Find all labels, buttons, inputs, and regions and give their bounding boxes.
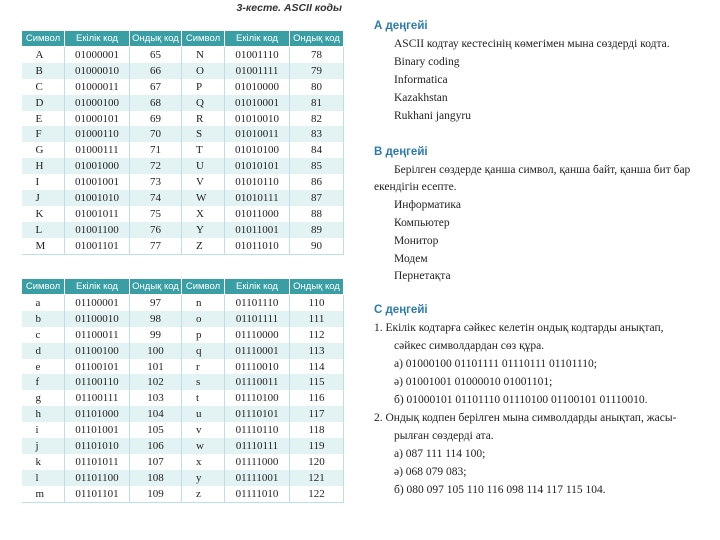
level-c-heading: С деңгейі bbox=[374, 304, 428, 316]
table-cell: 67 bbox=[130, 79, 182, 95]
column-header: Екілік код bbox=[65, 279, 130, 295]
table-cell: A bbox=[22, 47, 65, 63]
table-cell: 122 bbox=[290, 486, 344, 502]
table-cell: L bbox=[22, 222, 65, 238]
level-c-task-2-cont: рылған сөздерді ата. bbox=[394, 430, 494, 442]
level-b-word: Пернетақта bbox=[394, 270, 451, 282]
column-header: Екілік код bbox=[65, 31, 130, 47]
table-cell: 76 bbox=[130, 222, 182, 238]
table-row bbox=[22, 406, 344, 422]
table-cell: R bbox=[182, 111, 225, 127]
table-cell: 01001010 bbox=[65, 190, 130, 206]
table-cell: 01010011 bbox=[225, 126, 290, 142]
table-cell: 01111001 bbox=[225, 470, 290, 486]
table-cell: 103 bbox=[130, 390, 182, 406]
level-b-word: Монитор bbox=[394, 235, 439, 247]
table-cell: 106 bbox=[130, 438, 182, 454]
table-cell: M bbox=[22, 238, 65, 254]
table-cell: U bbox=[182, 158, 225, 174]
level-c-task-1-item: б) 01000101 01101110 01110100 01100101 01110010. bbox=[394, 394, 648, 406]
level-a-heading: А деңгейі bbox=[374, 20, 428, 32]
table-cell: 01010100 bbox=[225, 142, 290, 158]
level-c-task-2: 2. Ондық кодпен берілген мына символдарды анықтап, жасы- bbox=[374, 412, 677, 424]
table-row bbox=[22, 390, 344, 406]
table-cell: f bbox=[22, 374, 65, 390]
table-cell: 88 bbox=[290, 206, 344, 222]
table-row bbox=[22, 327, 344, 343]
table-row bbox=[22, 422, 344, 438]
table-cell: B bbox=[22, 63, 65, 79]
table-cell: J bbox=[22, 190, 65, 206]
table-cell: G bbox=[22, 142, 65, 158]
table-cell: 01001110 bbox=[225, 47, 290, 63]
table-cell: 80 bbox=[290, 79, 344, 95]
table-row bbox=[22, 111, 344, 127]
level-c-task-1-cont: сәйкес символдардан сөз құра. bbox=[394, 340, 545, 352]
table-cell: i bbox=[22, 422, 65, 438]
table-cell: 01000011 bbox=[65, 79, 130, 95]
table-cell: 01000100 bbox=[65, 95, 130, 111]
table-cell: 01101111 bbox=[225, 311, 290, 327]
table-cell: k bbox=[22, 454, 65, 470]
table-cell: 01110100 bbox=[225, 390, 290, 406]
table-cell: 82 bbox=[290, 111, 344, 127]
ascii-lowercase-table bbox=[21, 278, 344, 503]
table-cell: H bbox=[22, 158, 65, 174]
table-cell: 119 bbox=[290, 438, 344, 454]
level-a-word: Rukhani jangyru bbox=[394, 110, 471, 122]
table-cell: 116 bbox=[290, 390, 344, 406]
table-cell: 01000101 bbox=[65, 111, 130, 127]
table-row bbox=[22, 126, 344, 142]
table-cell: O bbox=[182, 63, 225, 79]
level-b-task-cont: екендігін есепте. bbox=[374, 181, 457, 193]
table-cell: 01010111 bbox=[225, 190, 290, 206]
table-cell: 121 bbox=[290, 470, 344, 486]
table-cell: 01110000 bbox=[225, 327, 290, 343]
table-cell: 70 bbox=[130, 126, 182, 142]
table-cell: 100 bbox=[130, 343, 182, 359]
level-a-word: Binary coding bbox=[394, 56, 460, 68]
table-cell: 107 bbox=[130, 454, 182, 470]
table-row bbox=[22, 79, 344, 95]
level-c-task-2-item: б) 080 097 105 110 116 098 114 117 115 104. bbox=[394, 484, 606, 496]
table-cell: 120 bbox=[290, 454, 344, 470]
table-row bbox=[22, 295, 344, 311]
table-cell: 74 bbox=[130, 190, 182, 206]
table-cell: D bbox=[22, 95, 65, 111]
table-cell: o bbox=[182, 311, 225, 327]
table-cell: 99 bbox=[130, 327, 182, 343]
table-cell: 78 bbox=[290, 47, 344, 63]
table-cell: 104 bbox=[130, 406, 182, 422]
table-row bbox=[22, 63, 344, 79]
table-cell: 86 bbox=[290, 174, 344, 190]
level-c-task-1-item: а) 01000100 01101111 01110111 01101110; bbox=[394, 358, 597, 370]
table-cell: Q bbox=[182, 95, 225, 111]
table-cell: 01110110 bbox=[225, 422, 290, 438]
table-cell: 01000010 bbox=[65, 63, 130, 79]
table-cell: 01101000 bbox=[65, 406, 130, 422]
table-cell: 01011010 bbox=[225, 238, 290, 254]
table-row bbox=[22, 95, 344, 111]
table-cell: p bbox=[182, 327, 225, 343]
table-cell: 108 bbox=[130, 470, 182, 486]
column-header: Ондық код bbox=[290, 279, 344, 295]
table-cell: q bbox=[182, 343, 225, 359]
column-header: Екілік код bbox=[225, 279, 290, 295]
table-cell: 01010110 bbox=[225, 174, 290, 190]
table-cell: w bbox=[182, 438, 225, 454]
table-cell: N bbox=[182, 47, 225, 63]
table-cell: 01010010 bbox=[225, 111, 290, 127]
table-cell: v bbox=[182, 422, 225, 438]
table-cell: 01100101 bbox=[65, 359, 130, 375]
table-cell: l bbox=[22, 470, 65, 486]
table-cell: 01101010 bbox=[65, 438, 130, 454]
table-cell: 75 bbox=[130, 206, 182, 222]
table-cell: 01100111 bbox=[65, 390, 130, 406]
table-cell: r bbox=[182, 359, 225, 375]
table-cell: 01001100 bbox=[65, 222, 130, 238]
table-cell: 113 bbox=[290, 343, 344, 359]
ascii-uppercase-table bbox=[21, 30, 344, 255]
table-cell: 01101011 bbox=[65, 454, 130, 470]
table-cell: 01101001 bbox=[65, 422, 130, 438]
level-a-word: Informatica bbox=[394, 74, 448, 86]
table-cell: 102 bbox=[130, 374, 182, 390]
table-cell: 01101110 bbox=[225, 295, 290, 311]
level-c-task-2-item: а) 087 111 114 100; bbox=[394, 448, 486, 460]
table-cell: 97 bbox=[130, 295, 182, 311]
table-row bbox=[22, 311, 344, 327]
table-cell: m bbox=[22, 486, 65, 502]
table-cell: 83 bbox=[290, 126, 344, 142]
table-row bbox=[22, 359, 344, 375]
level-c-task-1: 1. Екілік кодтарға сәйкес келетін ондық кодтарды анықтап, bbox=[374, 322, 664, 334]
table-cell: 98 bbox=[130, 311, 182, 327]
table-row bbox=[22, 374, 344, 390]
column-header: Символ bbox=[182, 31, 225, 47]
table-cell: I bbox=[22, 174, 65, 190]
table-cell: W bbox=[182, 190, 225, 206]
column-header: Символ bbox=[182, 279, 225, 295]
table-cell: Y bbox=[182, 222, 225, 238]
column-header: Екілік код bbox=[225, 31, 290, 47]
level-b-heading: В деңгейі bbox=[374, 146, 428, 158]
table-cell: P bbox=[182, 79, 225, 95]
table-cell: 79 bbox=[290, 63, 344, 79]
table-cell: 01010001 bbox=[225, 95, 290, 111]
column-header: Символ bbox=[22, 279, 65, 295]
table-cell: a bbox=[22, 295, 65, 311]
table-cell: 01111000 bbox=[225, 454, 290, 470]
table-cell: E bbox=[22, 111, 65, 127]
table-cell: 115 bbox=[290, 374, 344, 390]
table-cell: 118 bbox=[290, 422, 344, 438]
table-cell: 84 bbox=[290, 142, 344, 158]
table-cell: j bbox=[22, 438, 65, 454]
table-cell: 105 bbox=[130, 422, 182, 438]
table-cell: y bbox=[182, 470, 225, 486]
level-a-task: ASCII кодтау кестесінің көмегімен мына сөздерді кодта. bbox=[394, 38, 670, 50]
table-cell: 81 bbox=[290, 95, 344, 111]
table-cell: 89 bbox=[290, 222, 344, 238]
table-row bbox=[22, 222, 344, 238]
uppercase-rows bbox=[22, 47, 344, 255]
level-b-word: Компьютер bbox=[394, 217, 450, 229]
table-cell: e bbox=[22, 359, 65, 375]
table-cell: 01001011 bbox=[65, 206, 130, 222]
table-cell: 01100110 bbox=[65, 374, 130, 390]
table-caption: 3-кесте. ASCII коды bbox=[236, 2, 342, 14]
column-header: Ондық код bbox=[290, 31, 344, 47]
table-cell: 90 bbox=[290, 238, 344, 254]
table-cell: 01111010 bbox=[225, 486, 290, 502]
table-cell: Z bbox=[182, 238, 225, 254]
table-cell: 01001111 bbox=[225, 63, 290, 79]
table-cell: K bbox=[22, 206, 65, 222]
level-a-word: Kazakhstan bbox=[394, 92, 448, 104]
table-cell: 01010000 bbox=[225, 79, 290, 95]
table-cell: 01011000 bbox=[225, 206, 290, 222]
table-cell: 01001101 bbox=[65, 238, 130, 254]
table-row bbox=[22, 174, 344, 190]
table-cell: 71 bbox=[130, 142, 182, 158]
table-cell: 01010101 bbox=[225, 158, 290, 174]
table-cell: C bbox=[22, 79, 65, 95]
table-cell: 110 bbox=[290, 295, 344, 311]
table-cell: 01100011 bbox=[65, 327, 130, 343]
table-cell: 01110101 bbox=[225, 406, 290, 422]
table-cell: 77 bbox=[130, 238, 182, 254]
table-cell: 01000110 bbox=[65, 126, 130, 142]
level-b-task: Берілген сөздерде қанша символ, қанша байт, қанша бит бар bbox=[394, 164, 691, 176]
level-b-word: Информатика bbox=[394, 199, 461, 211]
table-cell: 69 bbox=[130, 111, 182, 127]
table-cell: 01110011 bbox=[225, 374, 290, 390]
table-cell: 101 bbox=[130, 359, 182, 375]
table-row bbox=[22, 486, 344, 502]
column-header: Ондық код bbox=[130, 279, 182, 295]
table-cell: t bbox=[182, 390, 225, 406]
table-cell: T bbox=[182, 142, 225, 158]
table-cell: V bbox=[182, 174, 225, 190]
level-c-task-2-item: ә) 068 079 083; bbox=[394, 466, 467, 478]
table-cell: 01001001 bbox=[65, 174, 130, 190]
table-cell: 112 bbox=[290, 327, 344, 343]
table-cell: s bbox=[182, 374, 225, 390]
table-row bbox=[22, 190, 344, 206]
table-cell: 01000111 bbox=[65, 142, 130, 158]
table-row bbox=[22, 238, 344, 254]
table-cell: u bbox=[182, 406, 225, 422]
table-row bbox=[22, 343, 344, 359]
lowercase-rows bbox=[22, 295, 344, 503]
table-row bbox=[22, 47, 344, 63]
table-cell: S bbox=[182, 126, 225, 142]
table-header-row bbox=[22, 279, 344, 295]
table-cell: d bbox=[22, 343, 65, 359]
table-cell: 01100100 bbox=[65, 343, 130, 359]
table-cell: 87 bbox=[290, 190, 344, 206]
table-row bbox=[22, 142, 344, 158]
table-row bbox=[22, 454, 344, 470]
table-cell: c bbox=[22, 327, 65, 343]
table-cell: 114 bbox=[290, 359, 344, 375]
level-c-task-1-item: ә) 01001001 01000010 01001101; bbox=[394, 376, 553, 388]
table-cell: n bbox=[182, 295, 225, 311]
table-cell: 01101101 bbox=[65, 486, 130, 502]
table-cell: z bbox=[182, 486, 225, 502]
table-cell: b bbox=[22, 311, 65, 327]
table-cell: 66 bbox=[130, 63, 182, 79]
table-cell: 68 bbox=[130, 95, 182, 111]
table-cell: 01110010 bbox=[225, 359, 290, 375]
table-cell: 01011001 bbox=[225, 222, 290, 238]
table-cell: 01001000 bbox=[65, 158, 130, 174]
level-b-word: Модем bbox=[394, 253, 428, 265]
table-header-row bbox=[22, 31, 344, 47]
column-header: Ондық код bbox=[130, 31, 182, 47]
table-cell: h bbox=[22, 406, 65, 422]
table-cell: 73 bbox=[130, 174, 182, 190]
table-cell: F bbox=[22, 126, 65, 142]
table-cell: 111 bbox=[290, 311, 344, 327]
table-cell: x bbox=[182, 454, 225, 470]
table-cell: 117 bbox=[290, 406, 344, 422]
table-row bbox=[22, 470, 344, 486]
table-cell: 01100010 bbox=[65, 311, 130, 327]
table-row bbox=[22, 206, 344, 222]
table-cell: 65 bbox=[130, 47, 182, 63]
table-cell: 85 bbox=[290, 158, 344, 174]
table-cell: 01110111 bbox=[225, 438, 290, 454]
table-row bbox=[22, 438, 344, 454]
table-cell: 72 bbox=[130, 158, 182, 174]
table-cell: 01110001 bbox=[225, 343, 290, 359]
table-cell: 01101100 bbox=[65, 470, 130, 486]
table-cell: 109 bbox=[130, 486, 182, 502]
table-row bbox=[22, 158, 344, 174]
table-cell: g bbox=[22, 390, 65, 406]
table-cell: 01100001 bbox=[65, 295, 130, 311]
column-header: Символ bbox=[22, 31, 65, 47]
table-cell: X bbox=[182, 206, 225, 222]
table-cell: 01000001 bbox=[65, 47, 130, 63]
